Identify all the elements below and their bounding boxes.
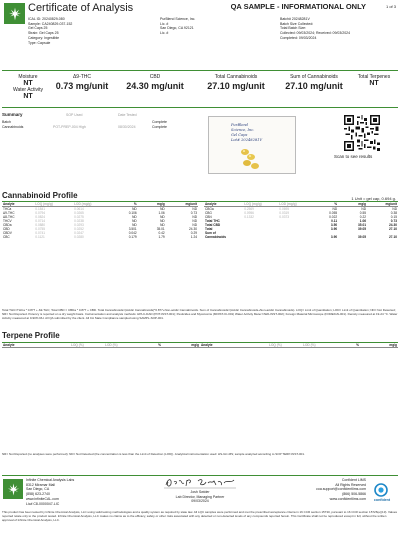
analyte-value: 0.15: [390, 215, 397, 220]
analyte-value: 0.11: [331, 219, 338, 224]
gel-caps-image: [235, 147, 267, 171]
lab-logo: [4, 3, 25, 24]
analyte-name: CBDV: [3, 231, 12, 236]
cannabinoid-table-left: [2, 202, 198, 239]
analyte-value: 3.50: [330, 223, 338, 228]
analyte-value: 0.0794: [35, 211, 46, 216]
cannabis-leaf-icon: [7, 6, 23, 22]
terpene-profile-title: Terpene Profile: [2, 331, 60, 340]
ical-id: ICAL ID: 20240829-080: [28, 17, 65, 21]
analyte-value: 0.0265: [74, 211, 84, 216]
metrics-strip: [2, 70, 398, 108]
metric-total-terpenes: Total Terpenes NT: [357, 74, 391, 87]
client-license: Lic. #: [160, 21, 169, 26]
signer-title: Lab Director, Managing Partner: [175, 494, 225, 499]
metric-total-cannabinoids: Total Cannabinoids 27.10 mg/unit: [207, 74, 265, 91]
client-address: San Diego, CA 92121: [160, 26, 194, 31]
analyte-value: ND: [160, 219, 165, 224]
total-batch-size: Total Batch Size:: [280, 26, 307, 31]
analyte-value: 0.29: [190, 231, 197, 236]
analyte-value: 3.501: [128, 227, 137, 232]
metric-d9-thc: Δ9-THC 0.73 mg/unit: [55, 74, 109, 91]
analyte-name: Cannabinoids: [205, 235, 227, 240]
analyte-value: 0.106: [128, 211, 137, 216]
analyte-value: ND: [392, 207, 397, 212]
completed-date: Completed: 09/03/2024: [280, 35, 317, 40]
signer-name: Josh Swider: [190, 490, 210, 494]
analyte-value: 0.0238: [74, 219, 84, 224]
lims-email[interactable]: coa.support@confidentlims.com: [316, 487, 366, 492]
analyte-value: 35.01: [156, 227, 165, 232]
analyte-value: ND: [192, 215, 197, 220]
client-name: PurBlend Science, Inc.: [160, 17, 196, 21]
summary-status-cannabinoids: Complete: [152, 125, 167, 129]
analyte-name: Total CBD: [205, 223, 221, 228]
terpene-disclaimer: NR= Not Reported (no analyses were performed); ND= Not Detected (the concentration is less than the Limit of Detection (LOD)). Analytical instrumentation used: HS-GC-MS; sample analyzed according to SOP TERP-INST-001.: [2, 452, 305, 456]
table-header: Analyte LOQ (mg/g) LOD (mg/g) % mg/g mg/unit: [205, 202, 397, 207]
cannabinoid-table-right: [204, 202, 398, 239]
batch-info: [280, 17, 350, 41]
analyte-name: CBD: [3, 227, 10, 232]
photo-handwriting: PurBlend Science, Inc. Gel Caps Lot# 20248281V: [231, 123, 263, 142]
analyte-value: 0.0614: [74, 207, 84, 212]
analyte-value: ND: [192, 219, 197, 224]
analyte-value: 0.0319: [279, 211, 290, 216]
analyte-name: Total THC: [205, 219, 220, 224]
analyte-value: 0.0824: [35, 215, 46, 220]
analyte-value: 0.0247: [74, 231, 84, 236]
analyte-name: Total: [205, 227, 213, 232]
sample-info: [28, 17, 72, 45]
summary-date-cannabinoids: 08/30/2024: [118, 125, 136, 129]
analyte-value: 0.0293: [74, 223, 84, 228]
lab-phone: (858) 623-2740: [26, 492, 50, 497]
analyte-value: 0.0252: [74, 227, 84, 232]
analyte-value: ND: [160, 223, 165, 228]
analyte-value: 0.0695: [279, 207, 290, 212]
analyte-value: 0.022: [329, 215, 338, 220]
analyte-value: [278, 235, 313, 239]
summary-sop-cannabinoids: POT-PREP-004 High: [53, 125, 86, 129]
analyte-value: 24.30: [389, 223, 397, 228]
batch-number: Batch# 20248281V: [280, 17, 310, 21]
scan-to-see-results: Scan to see results: [334, 154, 373, 159]
lims-phone: (866) 506-5866: [342, 492, 366, 497]
analyte-value: 0.38: [390, 211, 397, 216]
analyte-value: 1.24: [190, 235, 197, 240]
analyte-value: 0.22: [359, 215, 367, 220]
analyte-value: ND: [160, 207, 165, 212]
analyte-name: CBC: [3, 235, 10, 240]
analyte-value: 1.79: [158, 235, 165, 240]
lab-info: [26, 478, 74, 506]
cannabinoid-profile-title: Cannabinoid Profile: [2, 191, 78, 200]
analyte-name: CBGa: [205, 207, 214, 212]
lab-website[interactable]: www.infiniteCAL.com: [26, 496, 59, 501]
analyte-value: 0.0956: [244, 211, 254, 216]
analyte-value: 0.42: [158, 231, 165, 236]
table-header: Analyte LOQ (%) LOD (%) % mg/g Analyte LOQ (%) LOD (%) % mg/g: [3, 343, 397, 348]
lims-name: Confident LIMS: [341, 478, 366, 482]
category: Category: Ingestible: [28, 35, 60, 40]
analyte-value: 0.55: [359, 211, 367, 216]
analyte-value: [243, 235, 278, 239]
analyte-value: 39.05: [358, 227, 367, 232]
lims-rights: All Rights Reserved: [335, 482, 366, 487]
analyte-name: THCa: [3, 207, 12, 212]
analyte-name: CBG: [205, 211, 212, 216]
analyte-value: 3.90: [330, 227, 338, 232]
analyte-name: Sum of: [205, 231, 216, 236]
analyte-name: CBN: [205, 215, 212, 220]
sample-photo: [208, 116, 296, 174]
analyte-value: 0.73: [190, 211, 197, 216]
summary-row-cannabinoids: Cannabinoids: [2, 125, 24, 129]
analyte-value: 0.1841: [35, 207, 46, 212]
summary-status-batch: Complete: [152, 120, 167, 124]
analyte-value: 0.0373: [279, 215, 290, 220]
analyte-value: ND: [192, 223, 197, 228]
analyte-value: 3.90: [330, 235, 338, 240]
confident-logo-icon: [374, 483, 388, 497]
lab-license: Lic# C8-0000047-LIC: [26, 501, 60, 506]
client-info: [160, 17, 195, 36]
analyte-value: 0.1121: [35, 235, 45, 240]
metric-cbd: CBD 24.30 mg/unit: [126, 74, 184, 91]
analyte-value: 1.06: [158, 211, 165, 216]
metric-sum-cannabinoids: Sum of Cannabinoids 27.10 mg/unit: [285, 74, 343, 91]
table-row: [204, 235, 398, 239]
lims-website[interactable]: www.confidentlims.com: [329, 496, 366, 501]
analyte-value: ND: [132, 219, 137, 224]
analyte-value: 27.10: [389, 227, 397, 232]
batch-size-collected: Batch Size Collected:: [280, 21, 314, 26]
analyte-value: 39.05: [358, 235, 367, 240]
lab-street: 8312 Miramar Mall: [26, 482, 55, 487]
terpene-table: [2, 343, 398, 348]
analyte-name: CBDa: [3, 223, 12, 228]
analyte-value: 0.0755: [35, 227, 46, 232]
analyte-value: 0.0741: [35, 231, 46, 236]
page-number: 1 of 3: [385, 4, 396, 9]
page-title: Certificate of Analysis: [28, 2, 134, 14]
analyte-value: 0.0275: [74, 215, 84, 220]
lab-city: San Diego, CA: [26, 487, 50, 492]
analyte-value: 24.30: [189, 227, 197, 232]
confident-brand-text: confident: [373, 498, 391, 502]
analyte-value: ND: [160, 215, 165, 220]
qr-code[interactable]: [344, 115, 380, 151]
cannabinoid-notes: Total THC=THCa * 0.877 + Δ9-THC; Total CBD = CBDa * 0.877 + CBD. Total Cannabinoids=(Acidic Cannabinoids)*0.877+Non-acidic Cannabinoids. Sum of Cannabinoids=(Acidic Cannabinoids+Non-acidic Cannabinoids). LOQ= Limit of Quantitation; LOD= Limit of Quantitation; ND= Not Detected; NR= Not Reported. Potency is reported on a dry weight basis. Instrumentation and analysis methods: HPLC-DAD (POT-INST-001); Pesticides and Mycotoxins (MOIST-IC-001) Water Activity Meter NWA-INST-002); Foreign Material Microscope (FOREIGN-001). Density measured at 19-24 °C. Water Activity measured at 0-90% RH. All QA submitted by the client. All CA State Compliance sampled using SAMPL-SOP-001.: [2, 308, 398, 321]
qa-banner: QA SAMPLE - INFORMATIONAL ONLY: [230, 2, 366, 11]
analyte-value: ND: [361, 207, 367, 212]
analyte-value: 0.0880: [35, 223, 46, 228]
table-header: Analyte LOQ (mg/g) LOD (mg/g) % mg/g mg/unit: [3, 202, 197, 207]
analyte-value: 35.01: [358, 223, 367, 228]
analyte-value: ND: [132, 223, 137, 228]
analyte-value: 0.042: [128, 231, 137, 236]
analyte-value: ND: [132, 207, 137, 212]
analyte-value: ND: [192, 207, 197, 212]
collected-date: Collected: 09/03/2024; Received: 09/03/2024: [280, 31, 351, 36]
analyte-value: 0.1332: [244, 215, 254, 220]
summary-col-date: Date Tested: [118, 113, 137, 117]
lims-info: [316, 478, 366, 502]
cannabis-leaf-icon: [6, 482, 21, 497]
analyte-value: ND: [132, 215, 137, 220]
legal-notice: This product has been tested by Infinite Chemical Analysis, LLC using valid testing methodologies and a quality system as required by state law. All LQC samples were performed and met the prescribed acceptance criteria in 16 CCR section 15730, pursuant to 16 CCR section 15726(e)(13). Values reported relate only to the product tested. Infinite Chemical Analysis, LLC makes no claims as to the efficacy, safety or other risks associated with any detected or non-detected levels of any compounds reported herein. This Certificate shall not be reproduced except in full, without the written approval of Infinite Chemical Analysis, LLC.: [2, 510, 397, 523]
strain: Strain: Gel Caps 25: [28, 31, 59, 36]
analyte-value: 27.10: [389, 235, 397, 240]
analyte-name: Δ9-THC: [3, 211, 15, 216]
summary-row-batch: Batch: [2, 120, 11, 124]
sample-id: Sample: CA240829-037-152: [28, 21, 73, 26]
summary-title: Summary: [2, 112, 23, 117]
sample-name: Gel Caps 25: [28, 26, 48, 31]
analyte-value: 0.2569: [244, 207, 254, 212]
signer-date: 09/03/2024: [191, 499, 209, 504]
analyte-name: THCV: [3, 219, 12, 224]
signer-block: [160, 490, 240, 504]
client-license-2: Lic. #: [160, 31, 169, 36]
analyte-value: ND: [332, 207, 338, 212]
lab-name: Infinite Chemical Analysis Labs: [26, 478, 75, 482]
type: Type: Capsule: [28, 40, 51, 45]
footer-logo: [3, 479, 23, 499]
analyte-value: 0.055: [329, 211, 338, 216]
summary-col-sop: SOP Used: [66, 113, 83, 117]
analyte-value: 0.0280: [74, 235, 84, 240]
table-row: [2, 235, 198, 239]
analyte-value: 0.179: [128, 235, 137, 240]
analyte-value: 0.73: [390, 219, 397, 224]
metric-moisture: Moisture NT Water Activity NT: [12, 74, 44, 100]
analyte-value: 0.0714: [35, 219, 46, 224]
analyte-name: Δ8-THC: [3, 215, 15, 220]
analyte-value: 1.06: [359, 219, 367, 224]
unit-note: 1 Unit = gel cap, 0.694 g.: [351, 196, 396, 201]
signature-image: [160, 476, 240, 489]
